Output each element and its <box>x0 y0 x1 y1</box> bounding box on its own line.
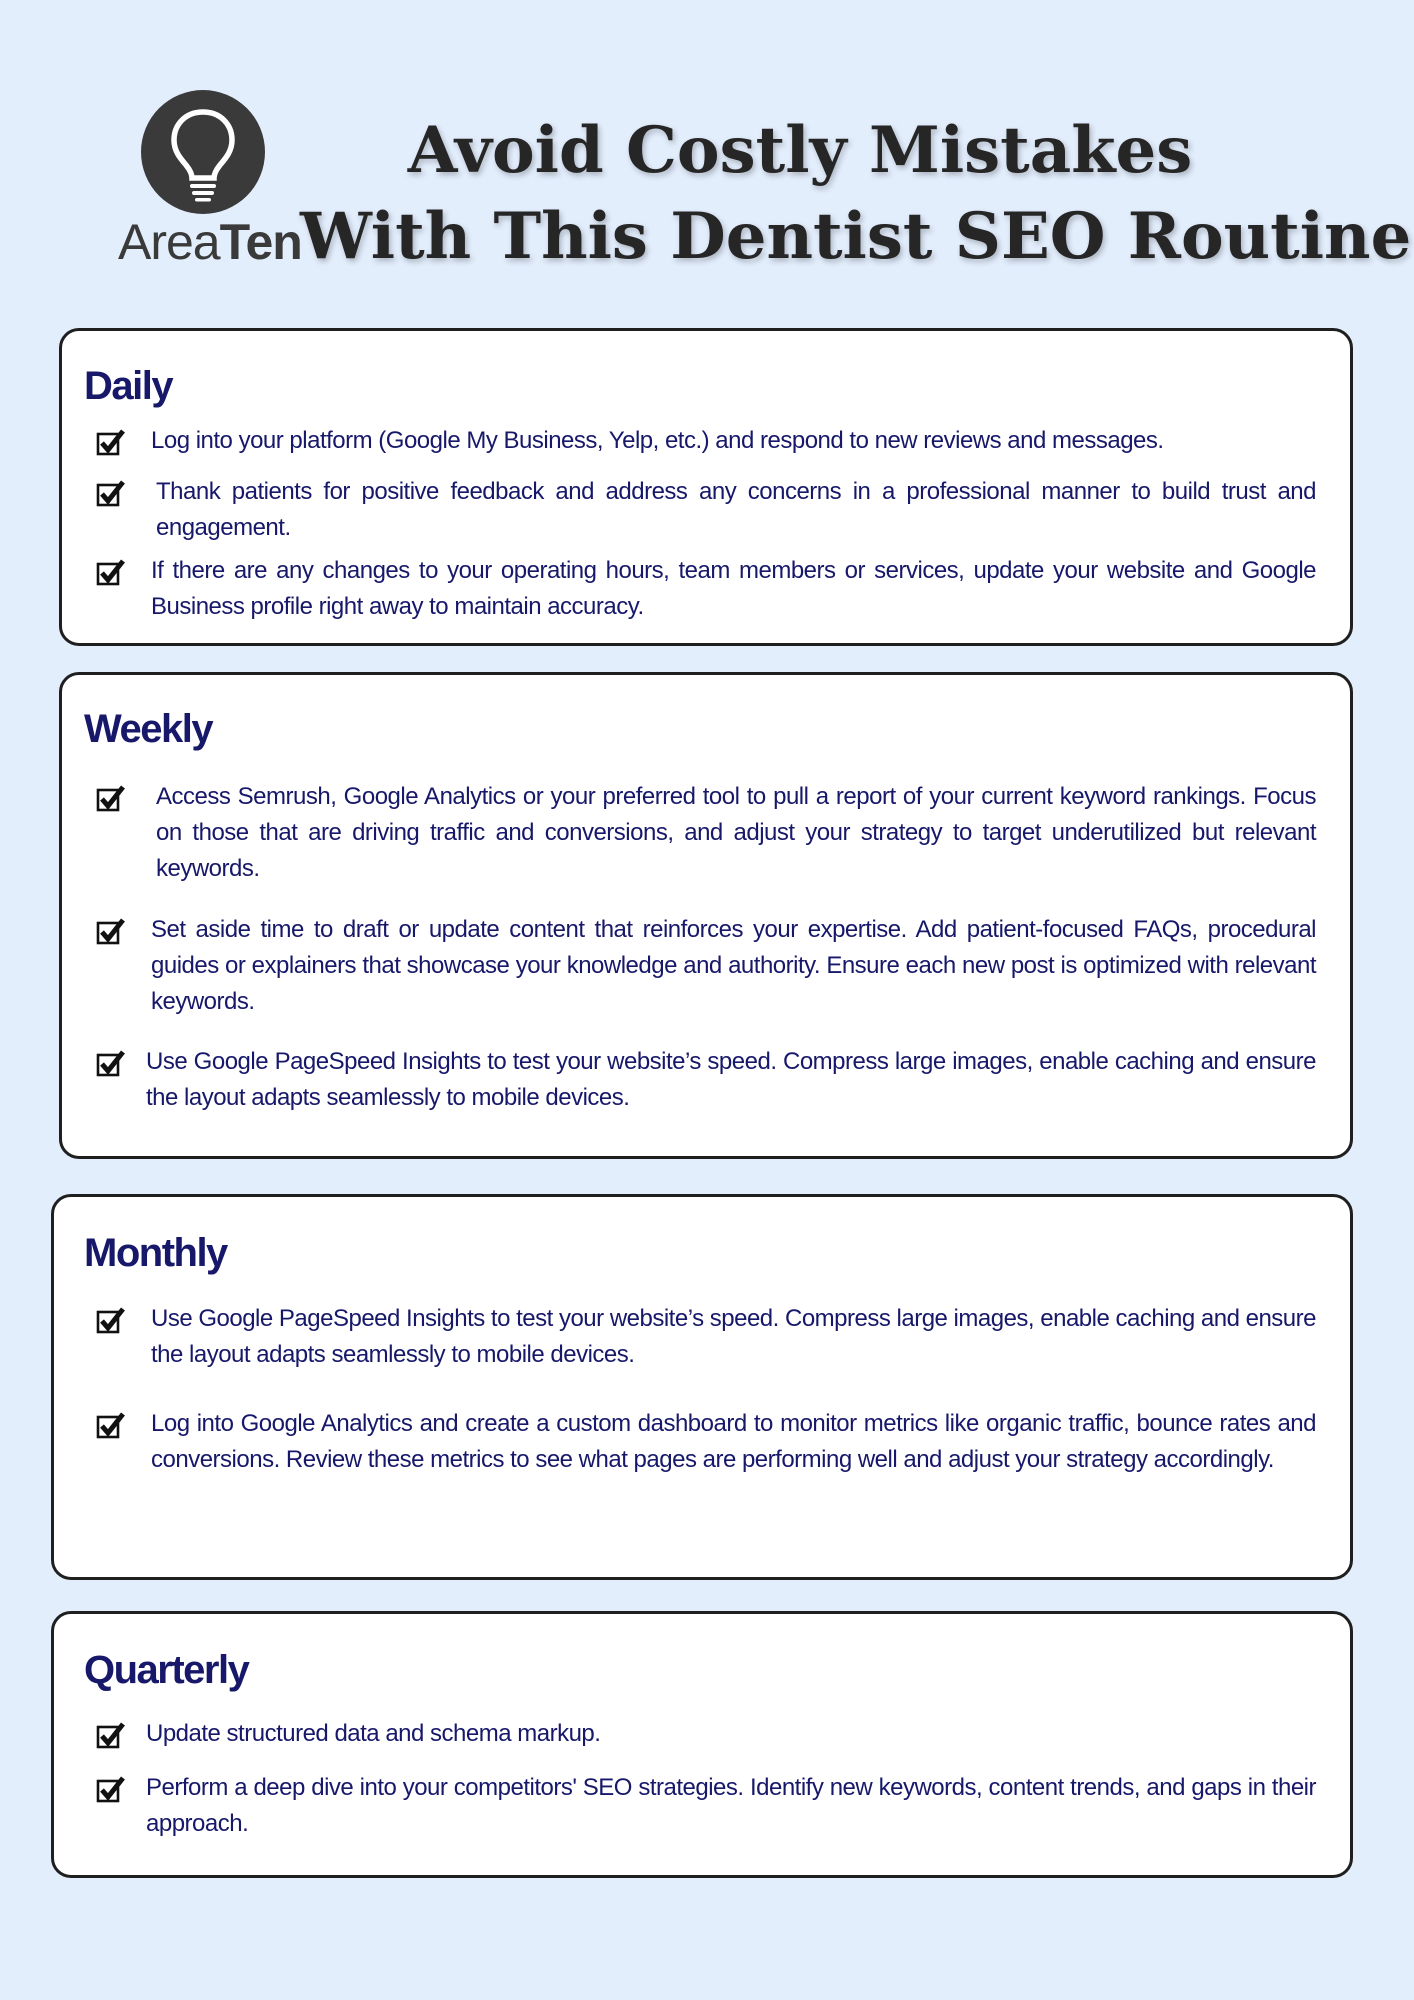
lightbulb-icon <box>141 90 265 214</box>
list-item-text: Thank patients for positive feedback and address any concerns in a professional manner to build trust and engagement. <box>156 478 1316 541</box>
list-item-text: Update structured data and schema markup. <box>146 1720 601 1747</box>
checkbox-icon <box>96 1307 126 1335</box>
list-item-text: If there are any changes to your operating hours, team members or services, update your website and Google Business profile right away to maintain accuracy. <box>151 557 1316 620</box>
list-item-text: Use Google PageSpeed Insights to test your website’s speed. Compress large images, enable caching and ensure the layout adapts seamlessly to mobile devices. <box>146 1048 1316 1111</box>
daily-section <box>59 328 1353 646</box>
logo-word-ten: Ten <box>219 214 302 270</box>
monthly-section <box>51 1194 1353 1580</box>
list-item-text: Use Google PageSpeed Insights to test your website’s speed. Compress large images, enable caching and ensure the layout adapts seamlessly to mobile devices. <box>151 1305 1316 1368</box>
quarterly-section <box>51 1611 1353 1878</box>
list-item-text: Set aside time to draft or update content that reinforces your expertise. Add patient-focused FAQs, procedural guides or explainers that showcase your knowledge and authority. Ensure each new post is optimized with relevant keywords. <box>151 916 1316 1015</box>
checkbox-icon <box>96 559 126 587</box>
areaten-logo[interactable] <box>118 90 302 270</box>
list-item-text: Perform a deep dive into your competitors' SEO strategies. Identify new keywords, content trends, and gaps in their approach. <box>146 1774 1316 1837</box>
header <box>0 0 1414 300</box>
checkbox-icon <box>96 1412 126 1440</box>
logo-circle <box>141 90 265 214</box>
checkbox-icon <box>96 429 126 457</box>
list-item-text: Log into Google Analytics and create a custom dashboard to monitor metrics like organic traffic, bounce rates and conversions. Review these metrics to see what pages are performing well and adjust your strategy accordingly. <box>151 1410 1316 1473</box>
list-item-text: Access Semrush, Google Analytics or your preferred tool to pull a report of your current keyword rankings. Focus on those that are driving traffic and conversions, and adjust your strategy to target underutilized but relevant keywords. <box>156 783 1316 882</box>
logo-word-area: Area <box>118 214 220 270</box>
checkbox-icon <box>96 1722 126 1750</box>
checkbox-icon <box>96 1050 126 1078</box>
quarterly-heading: Quarterly <box>84 1648 249 1692</box>
checkbox-icon <box>96 918 126 946</box>
checkbox-icon <box>96 480 126 508</box>
checkbox-icon <box>96 785 126 813</box>
page-title <box>300 108 1412 280</box>
logo-wordmark <box>118 214 302 270</box>
list-item-text: Log into your platform (Google My Business, Yelp, etc.) and respond to new reviews and messages. <box>151 427 1164 454</box>
page-title-line-1: Avoid Costly Mistakes <box>407 113 1193 188</box>
page-title-line-2: With This Dentist SEO Routine <box>300 199 1412 274</box>
monthly-heading: Monthly <box>84 1231 227 1275</box>
daily-heading: Daily <box>84 364 173 408</box>
weekly-heading: Weekly <box>84 707 213 751</box>
checkbox-icon <box>96 1776 126 1804</box>
weekly-section <box>59 672 1353 1159</box>
